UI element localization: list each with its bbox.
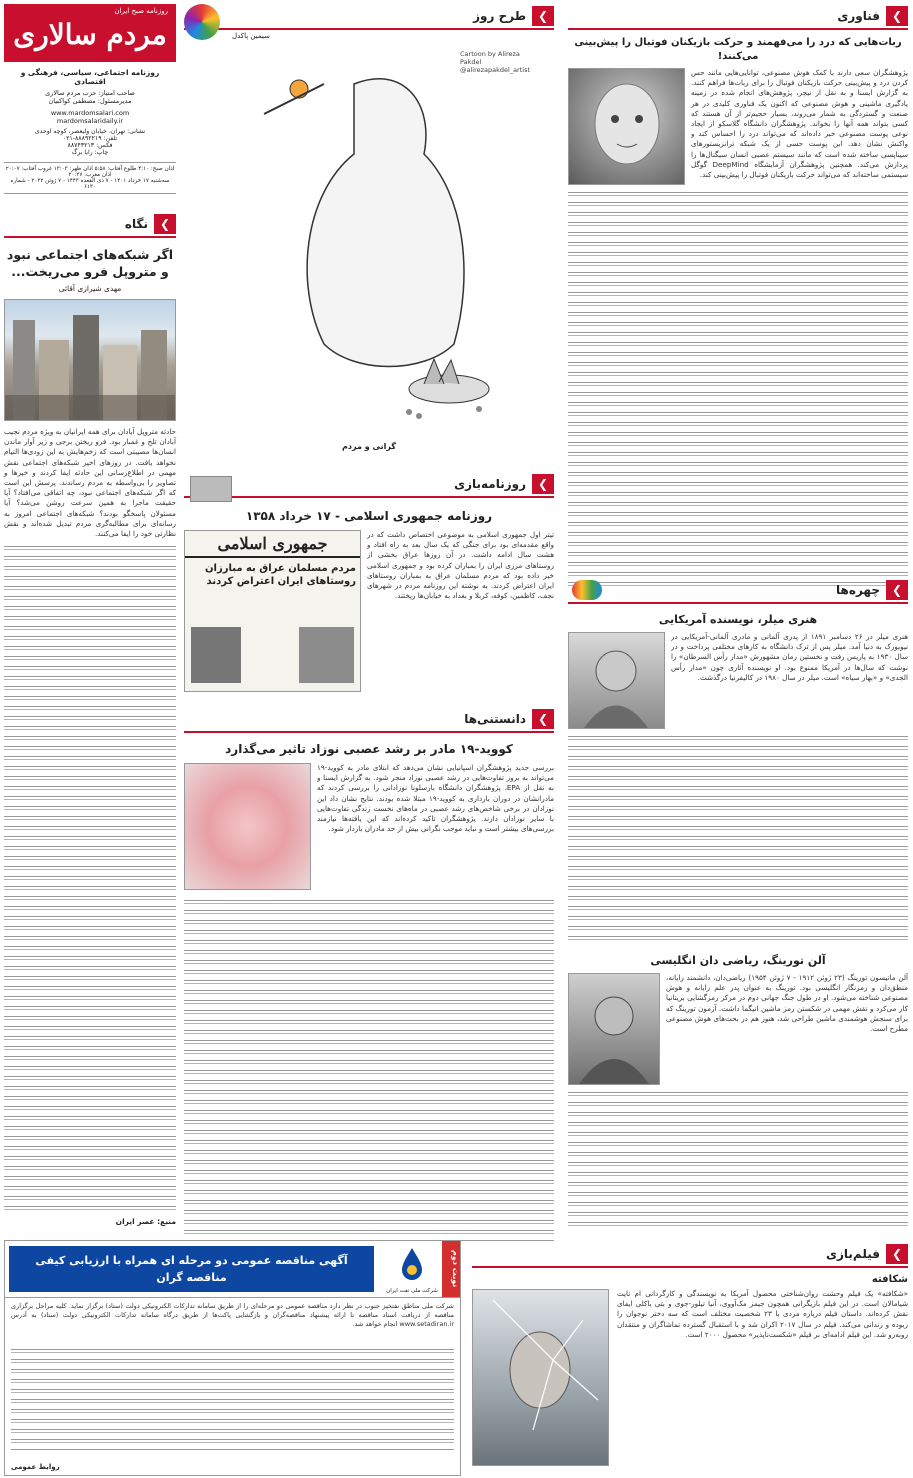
- fanavari-photo: [568, 68, 685, 185]
- robot-face-illustration: [569, 69, 684, 184]
- negah-section: [4, 212, 176, 1232]
- cartoon-illustration: [204, 44, 534, 434]
- ruznamebazi-thumb: [190, 476, 232, 502]
- section-arrow-icon: ❯: [532, 6, 554, 26]
- masthead-issue: سه‌شنبه ۱۷ خرداد ۱۴۰۱ - ۷ ذی القعده ۱۴۴۳ - ۷ ژوئن ۲۰۲۲ - شماره ۶۱۳۰: [4, 178, 176, 194]
- person1-body: هنری میلر در ۲۶ دسامبر ۱۸۹۱ از پدری آلمانی و مادری آلمانی-آمریکایی در نیویورک به دنیا آمد. میلر پس از ترک دانشگاه به کارهای مختلفی پرداخت و در سال ۱۹۳۰ به پاریس رفت و نخستین رمان مشهورش «مدار رأس السرطان» را نوشت که سال‌ها در آمریکا ممنوع بود. او نویسنده آثاری چون «مدار رأس الجدی» و «بهار سیاه» است. میلر در سال ۱۹۸۰ در کالیفرنیا درگذشت.: [671, 632, 908, 682]
- fanavari-section: [568, 4, 908, 569]
- ad-body: شرکت ملی مناطق نفتخیز جنوب در نظر دارد مناقصه عمومی دو مرحله‌ای را از طریق سامانه تدارکات الکترونیکی دولت (ستاد) برگزار نماید. کلیه مراحل برگزاری مناقصه از دریافت اسناد مناقصه تا ارائه پیشنهاد مناقصه‌گران و بازگشایی پاکت‌ها از طریق درگاه سامانه تدارکات الکترونیکی دولت (ستاد) به آدرس www.setadiran.ir انجام خواهد شد.: [11, 1302, 454, 1328]
- ad-badge: نوبت دوم: [442, 1241, 460, 1297]
- daneshiha-body: بررسی جدید پژوهشگران اسپانیایی نشان می‌دهد که ابتلای مادر به کووید-۱۹ می‌تواند به بروز تفاوت‌هایی در رشد عصبی نوزاد منجر شود. به گزارش ایسنا و به نقل از EPA، پژوهشگران دانشگاه بارسلونا نوزادانی را بررسی کردند که مادرانشان در دوران بارداری به کووید-۱۹ مبتلا شده بودند. نتایج نشان داد این نوزادان در برخی شاخص‌های رشد عصبی در ماه‌های نخست زندگی تفاوت‌هایی با سایر نوزادان دارند. پژوهشگران تاکید کرده‌اند که این یافته‌ها نیازمند بررسی‌های بیشتر است و نباید موجب نگرانی بیش از حد مادران باردار شود.: [317, 763, 554, 834]
- filmbazi-poster: [472, 1289, 609, 1466]
- cartoon-header: [184, 4, 554, 30]
- ad-title: آگهی مناقصه عمومی دو مرحله ای همراه با ارزیابی کیفی مناقصه گران: [9, 1246, 374, 1292]
- fanavari-label: فناوری: [837, 9, 880, 23]
- ad-footer: روابط عمومی: [11, 1463, 60, 1471]
- ruznamebazi-paper-photo-2: [299, 627, 354, 683]
- tender-ad: [4, 1240, 461, 1476]
- daneshiha-label: دانستنی‌ها: [464, 712, 526, 726]
- ruznamebazi-paper-title: جمهوری اسلامی: [185, 531, 360, 558]
- section-arrow-icon: ❯: [532, 474, 554, 494]
- negah-body-continued: [4, 543, 176, 1213]
- ruznamebazi-label: روزنامه‌بازی: [454, 477, 526, 491]
- ruznamebazi-section: [184, 472, 554, 697]
- cartoon-artist: سیمین پاکدل: [232, 32, 270, 40]
- daneshiha-section: [184, 707, 554, 1232]
- ruznamebazi-headline: روزنامه جمهوری اسلامی - ۱۷ خرداد ۱۳۵۸: [245, 509, 493, 523]
- ad-company: شرکت ملی نفت ایران: [386, 1288, 438, 1294]
- negah-header: [4, 212, 176, 238]
- masthead-email: mardomsalaridaily.ir: [56, 117, 124, 125]
- masthead-phone: تلفن: ۸۸۸۹۲۲۱۹-۰۲۱: [62, 135, 118, 142]
- chehreha-section: [568, 578, 908, 1233]
- oil-company-logo-icon: [392, 1244, 432, 1284]
- section-arrow-icon: ❯: [886, 1244, 908, 1264]
- daneshiha-headline: کووید-۱۹ مادر بر رشد عصبی نوزاد تاثیر می‌گذارد: [225, 742, 513, 756]
- chehreha-badge: [572, 580, 602, 600]
- person1-body-continued: [568, 733, 908, 943]
- ad-company-logo: [382, 1244, 442, 1294]
- section-arrow-icon: ❯: [886, 6, 908, 26]
- section-arrow-icon: ❯: [532, 709, 554, 729]
- masthead-fax: فکس: ۸۸۷۴۳۲۱۳: [67, 142, 113, 149]
- masthead-print: چاپ: رایا برگ: [71, 149, 109, 156]
- filmbazi-header: [472, 1242, 908, 1268]
- portrait-silhouette-icon: [569, 974, 659, 1084]
- masthead-tagline: روزنامه اجتماعی، سیاسی، فرهنگی و اقتصادی: [20, 68, 160, 86]
- daneshiha-header: [184, 707, 554, 733]
- ruznamebazi-header: [184, 472, 554, 498]
- negah-source: منبع: عصر ایران: [115, 1217, 176, 1227]
- logo-subtitle: روزنامه صبح ایران: [114, 7, 168, 15]
- cartoon-caption-en: Cartoon by Alireza Pakdel @alirezapakdel_artist: [460, 50, 531, 74]
- section-arrow-icon: ❯: [886, 580, 908, 600]
- person2-photo: [568, 973, 660, 1085]
- filmbazi-label: فیلم‌بازی: [826, 1247, 880, 1261]
- filmbazi-body: «شکافته» یک فیلم وحشت روان‌شناختی محصول آمریکا به نویسندگی و کارگردانی ام نایت شیامالان است. در این فیلم بازیگرانی همچون جیمز مک‌آووی، آنیا تیلور-جوی و بتی باکلی ایفای نقش کرده‌اند. داستان فیلم درباره مردی با ۲۳ شخصیت مختلف است که سه دختر نوجوان را ربوده و زندانی می‌کند. فیلم در سال ۲۰۱۷ اکران شد و با استقبال گسترده تماشاگران و منتقدان روبه‌رو شد. این فیلم ادامه‌ای بر فیلم «شکست‌ناپذیر» محصول ۲۰۰۰ است.: [617, 1289, 908, 1339]
- ad-body-continued: [11, 1346, 454, 1451]
- negah-photo: [4, 299, 176, 421]
- portrait-silhouette-icon: [569, 633, 664, 728]
- masthead: [4, 4, 176, 204]
- person2-body: آلن ماتیسون تورینگ (۲۳ ژوئن ۱۹۱۲ - ۷ ژوئن ۱۹۵۴) ریاضی‌دان، دانشمند رایانه، منطق‌دان و رمزنگار انگلیسی بود. تورینگ به عنوان پدر علم رایانه و هوش مصنوعی شناخته می‌شود. او در طول جنگ جهانی دوم در مرکز رمزگشایی بریتانیا کار می‌کرد و نقش مهمی در شکستن رمز ماشین انیگما داشت. آزمون تورینگ که برای سنجش هوشمندی ماشین طراحی شد، هنوز هم در بحث‌های هوش مصنوعی مطرح است.: [666, 973, 908, 1034]
- masthead-date: اذان صبح: ۴:۱۰ طلوع آفتاب: ۵:۵۸ اذان ظهر: ۱۳:۰۳ غروب آفتاب: ۲۰:۰۷ اذان مغرب: ۲۰:۲۷: [4, 162, 176, 178]
- masthead-address: نشانی: تهران، خیابان ولیعصر، کوچه اوحدی: [34, 128, 146, 135]
- masthead-director: صاحب امتیاز: حزب مردم سالاری: [45, 89, 135, 97]
- cartoon-caption: گرانی و مردم: [342, 442, 396, 451]
- logo-title: مردم سالاری: [13, 18, 167, 51]
- ruznamebazi-body: تیتر اول جمهوری اسلامی به موضوعی اختصاص داشت که در واقع مقدمه‌ای بود برای جنگی که یک سال بعد به راه افتاد و هشت سال ادامه داشت. در آن روزها عراق بخشی از روستاهای مرزی ایران را بمباران کرده بود و جمهوری اسلامی خبر داده بود که مردم مسلمان عراق به بمباران روستاهای ایران اعتراض کردند. به نوشته این روزنامه مردم در شهرهای نجف، کاظمین، کوفه، کربلا و بغداد به خیابان‌ها ریختند.: [367, 530, 554, 601]
- masthead-logo: [4, 4, 176, 62]
- masthead-managing: مدیرمسئول: مصطفی کواکبیان: [48, 97, 132, 105]
- cartoon-section: [184, 4, 554, 459]
- person1-title: هنری میلر، نویسنده آمریکایی: [658, 613, 818, 626]
- city-skyline-illustration: [4, 300, 175, 420]
- masthead-site: www.mardomsalari.com: [50, 109, 130, 117]
- person2-title: آلن تورینگ، ریاضی دان انگلیسی: [650, 954, 826, 967]
- fanavari-lead: پژوهشگران سعی دارند با کمک هوش مصنوعی، توانایی‌هایی مانند حس کردن درد و پیش‌بینی حرکت بازیکنان فوتبال را برای ربات‌ها فراهم کنند. به گزارش ایسنا و به نقل از نیچر، پژوهش‌های انجام شده در زمینه یادگیری ماشینی و هوش مصنوعی که اکنون یک فناوری کلیدی در هر صنعت و گستردگی به شمار می‌روند، بسیار حجیم‌تر از آن هستند که کسی بتواند همه آنها را بخواند. پژوهشگران دانشگاه گلاسکو از ایجاد نوعی پوست مصنوعی خبر داده‌اند که می‌تواند درد را احساس کند و واکنش نشان دهد. این پوست حسی از یک شبکه ترانزیستورهای سیناپسی ساخته شده است که مانند سیستم عصبی انسان سیگنال‌ها را پردازش می‌کند. همچنین پژوهشگران آزمایشگاه DeepMind گوگل سیستمی ساخته‌اند که می‌تواند حرکت بازیکنان فوتبال را پیش‌بینی کند.: [691, 68, 908, 180]
- cartoon-badge: [184, 4, 220, 40]
- ruznamebazi-paper-photo: [191, 627, 241, 683]
- person2-body-continued: [568, 1089, 908, 1229]
- chehreha-label: چهره‌ها: [836, 583, 880, 597]
- negah-headline: اگر شبکه‌های اجتماعی نبود و متروپل فرو می‌ریخت...: [6, 247, 174, 279]
- filmbazi-headline: شکافته: [871, 1274, 908, 1285]
- section-arrow-icon: ❯: [154, 214, 176, 234]
- chehreha-header: [568, 578, 908, 604]
- negah-author: مهدی شیرازی آقائی: [58, 284, 122, 293]
- fanavari-headline: ربات‌هایی که درد را می‌فهمند و حرکت بازیکنان فوتبال را پیش‌بینی می‌کنند!: [574, 37, 902, 62]
- fanavari-header: [568, 4, 908, 30]
- person1-photo: [568, 632, 665, 729]
- movie-poster-face-illustration: [473, 1290, 608, 1465]
- daneshiha-photo: [184, 763, 311, 890]
- negah-label: نگاه: [124, 217, 148, 231]
- negah-body: حادثه متروپل آبادان برای همه ایرانیان به ویژه مردم نجیب آبادان تلخ و غمبار بود. فرو ریختن برجی و زیر آوار ماندن انسان‌ها مصیبتی است که زخم‌هایش به این زودی‌ها التیام نخواهد یافت. در روزهای اخیر شبکه‌های اجتماعی نقش مهمی در اطلاع‌رسانی این حادثه ایفا کردند و خبرها و تصاویر را بی‌واسطه به مردم رساندند. پرسش این است که اگر شبکه‌های اجتماعی نبود، چه اتفاقی می‌افتاد؟ آیا حقیقت ماجرا به همین سرعت روشن می‌شد؟ آیا مسئولان پاسخگو بودند؟ شبکه‌های اجتماعی امروز به رسانه‌ای برای مطالبه‌گری مردم تبدیل شده‌اند و نقش نظارتی خود را ایفا می‌کنند.: [4, 427, 176, 539]
- daneshiha-body-continued: [184, 897, 554, 1242]
- ruznamebazi-paper: [184, 530, 361, 692]
- cartoon-label: طرح روز: [473, 9, 526, 23]
- filmbazi-section: [472, 1242, 908, 1474]
- ruznamebazi-paper-head: مردم مسلمان عراق به مبارزان روستاهای ایران اعتراض کردند: [205, 563, 356, 587]
- fanavari-body-continued: [568, 189, 908, 589]
